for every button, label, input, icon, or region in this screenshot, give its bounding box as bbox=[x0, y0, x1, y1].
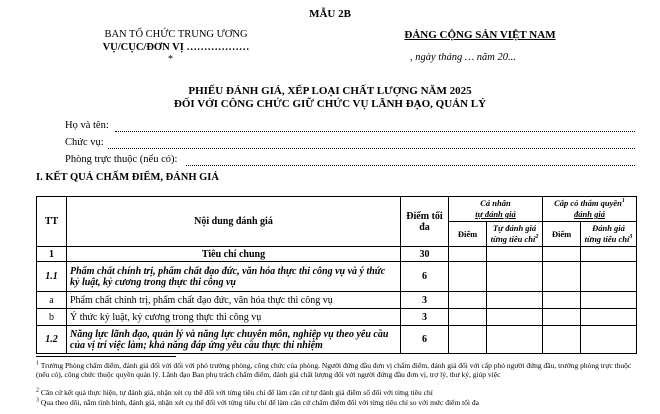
header-self-group-line-2: tự đánh giá bbox=[475, 209, 516, 219]
auth-eval-cell[interactable] bbox=[581, 309, 637, 326]
header-auth-group-line-1: Cấp có thẩm quyền bbox=[554, 198, 622, 208]
party-name: ĐẢNG CỘNG SẢN VIỆT NAM bbox=[404, 29, 556, 41]
issuer-unit: VỤ/CỤC/ĐƠN VỊ ……………… bbox=[102, 42, 250, 53]
form-code: MẪU 2B bbox=[309, 8, 351, 20]
row-max-score: 3 bbox=[401, 309, 449, 326]
header-self-eval-label: Tự đánh giá từng tiêu chí bbox=[490, 223, 537, 244]
auth-score-cell[interactable] bbox=[543, 247, 581, 262]
name-label: Họ và tên: bbox=[65, 120, 109, 131]
section-1-title: I. KẾT QUẢ CHẤM ĐIỂM, ĐÁNH GIÁ bbox=[36, 172, 219, 183]
footnote-1-mark: 1 bbox=[36, 360, 39, 367]
evaluation-table bbox=[36, 196, 637, 354]
self-eval-cell[interactable] bbox=[487, 326, 543, 354]
self-score-cell[interactable] bbox=[449, 247, 487, 262]
auth-eval-cell[interactable] bbox=[581, 292, 637, 309]
auth-score-cell[interactable] bbox=[543, 292, 581, 309]
header-auth-score: Điểm bbox=[543, 222, 581, 247]
self-score-cell[interactable] bbox=[449, 309, 487, 326]
row-max-score: 30 bbox=[401, 247, 449, 262]
self-eval-cell[interactable] bbox=[487, 292, 543, 309]
row-tt: a bbox=[37, 292, 67, 309]
footnote-1-text: Trưởng Phòng chấm điểm, đánh giá đối với đối với phó trưởng phòng, công chức của phòng. Người đứng đầu đơn vị chấm điểm, đánh giá đối với cấp phó người đứng đầu, trưởng phòng trực thuộc (nếu có), công chức thuộc quyền quản lý. Lãnh đạo Ban phụ trách chấm điểm, đánh giá chất lượng đối với người đứng đầu đơn vị, trợ lý, thư ký, giúp việc bbox=[36, 361, 632, 379]
self-eval-cell[interactable] bbox=[487, 309, 543, 326]
title-line-2: ĐỐI VỚI CÔNG CHỨC GIỮ CHỨC VỤ LÃNH ĐẠO, QUẢN LÝ bbox=[173, 98, 487, 110]
header-self-group bbox=[449, 197, 543, 222]
row-content: Ý thức kỷ luật, kỷ cương trong thực thi công vụ bbox=[67, 309, 401, 326]
footnote-ref-3: 3 bbox=[629, 234, 633, 241]
row-content: Phẩm chất chính trị, phẩm chất đạo đức, văn hóa thực thi công vụ và ý thức kỷ luật, kỷ cương trong thực thi công vụ bbox=[67, 262, 401, 292]
row-max-score: 3 bbox=[401, 292, 449, 309]
row-content: Phẩm chất chính trị, phẩm chất đạo đức, văn hóa thực thi công vụ bbox=[67, 292, 401, 309]
footnote-ref-2: 2 bbox=[535, 234, 539, 241]
header-auth-group bbox=[543, 197, 637, 222]
header-self-group-line-1: Cá nhân bbox=[480, 198, 511, 208]
issuer-name: BAN TỔ CHỨC TRUNG ƯƠNG bbox=[104, 29, 248, 40]
header-tt: TT bbox=[37, 197, 67, 247]
footnote-3-text: Qua theo dõi, nắm tình hình, đánh giá, nhận xét cụ thể đối với từng tiêu chí để làm căn cứ chấm điểm đối với từng tiêu chí so với mức điểm tối đa bbox=[40, 398, 479, 407]
auth-eval-cell[interactable] bbox=[581, 326, 637, 354]
self-eval-cell[interactable] bbox=[487, 247, 543, 262]
footnote-2-mark: 2 bbox=[36, 387, 39, 394]
footnote-ref-1: 1 bbox=[621, 198, 625, 205]
self-eval-cell[interactable] bbox=[487, 262, 543, 292]
row-tt: 1 bbox=[37, 247, 67, 262]
department-field[interactable] bbox=[186, 165, 635, 166]
header-max-score: Điểm tối đa bbox=[401, 197, 449, 247]
position-field[interactable] bbox=[108, 148, 635, 149]
auth-score-cell[interactable] bbox=[543, 262, 581, 292]
position-label: Chức vụ: bbox=[65, 137, 104, 148]
footnote-2 bbox=[36, 388, 636, 397]
table-row-a bbox=[37, 292, 637, 309]
self-score-cell[interactable] bbox=[449, 292, 487, 309]
footnote-2-text: Căn cứ kết quả thực hiện, tự đánh giá, nhận xét cụ thể đối với từng tiêu chí để làm căn cứ tự đánh giá điểm số đối với từng tiêu chí bbox=[40, 388, 433, 397]
header-auth-group-line-2: đánh giá bbox=[574, 209, 605, 219]
row-content: Năng lực lãnh đạo, quản lý và năng lực chuyên môn, nghiệp vụ theo yêu cầu của vị trí việc làm; khả năng đáp ứng yêu cầu thực thi nhiệm bbox=[67, 326, 401, 354]
header-auth-eval bbox=[581, 222, 637, 247]
row-max-score: 6 bbox=[401, 326, 449, 354]
department-label: Phòng trực thuộc (nếu có): bbox=[65, 154, 178, 165]
auth-score-cell[interactable] bbox=[543, 326, 581, 354]
footnote-1 bbox=[36, 361, 636, 379]
auth-score-cell[interactable] bbox=[543, 309, 581, 326]
table-row-1 bbox=[37, 247, 637, 262]
footnote-3-mark: 3 bbox=[36, 397, 39, 404]
table-row-1-2 bbox=[37, 326, 637, 354]
header-content: Nội dung đánh giá bbox=[67, 197, 401, 247]
row-content: Tiêu chí chung bbox=[67, 247, 401, 262]
header-auth-eval-label: Đánh giá từng tiêu chí bbox=[584, 223, 630, 244]
title-line-1: PHIẾU ĐÁNH GIÁ, XẾP LOẠI CHẤT LƯỢNG NĂM 2025 bbox=[188, 85, 472, 97]
row-tt: 1.1 bbox=[37, 262, 67, 292]
name-field[interactable] bbox=[115, 131, 635, 132]
table-row-1-1 bbox=[37, 262, 637, 292]
auth-eval-cell[interactable] bbox=[581, 262, 637, 292]
row-tt: b bbox=[37, 309, 67, 326]
issuer-star: * bbox=[168, 54, 173, 65]
row-tt: 1.2 bbox=[37, 326, 67, 354]
table-header-row-1 bbox=[37, 197, 637, 222]
self-score-cell[interactable] bbox=[449, 262, 487, 292]
auth-eval-cell[interactable] bbox=[581, 247, 637, 262]
header-self-score: Điểm bbox=[449, 222, 487, 247]
table-row-b bbox=[37, 309, 637, 326]
self-score-cell[interactable] bbox=[449, 326, 487, 354]
row-max-score: 6 bbox=[401, 262, 449, 292]
footnote-divider bbox=[36, 356, 176, 357]
footnote-3 bbox=[36, 398, 636, 407]
date-line: , ngày tháng … năm 20... bbox=[410, 52, 516, 63]
header-self-eval bbox=[487, 222, 543, 247]
